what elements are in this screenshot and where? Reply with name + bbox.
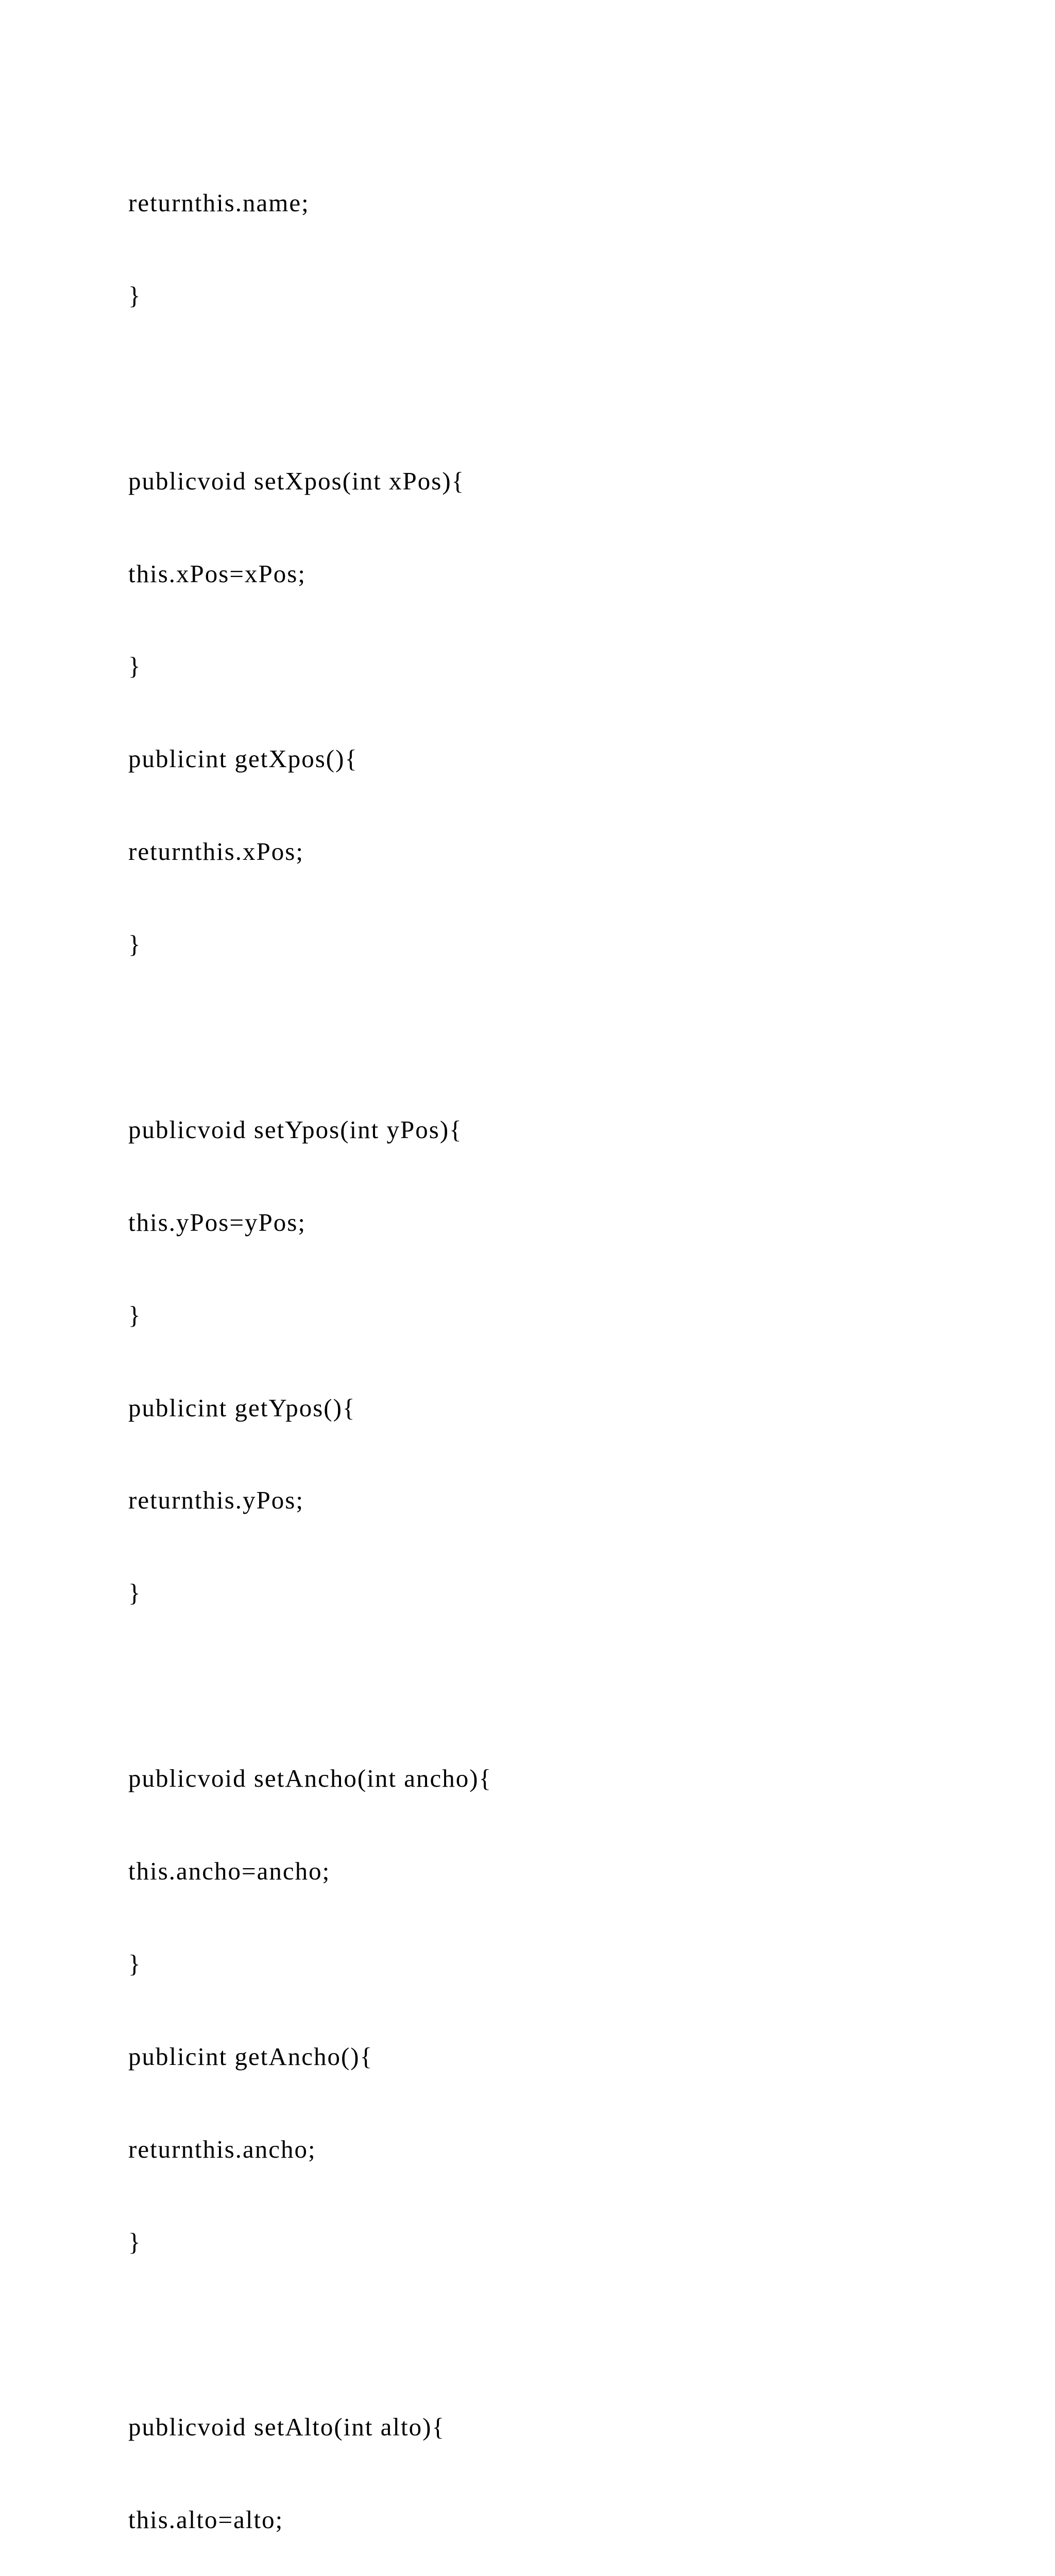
code-line: this.alto=alto; — [128, 2505, 284, 2534]
code-line — [128, 1669, 1004, 1703]
code-line: this.xPos=xPos; — [128, 559, 306, 588]
code-line: } — [128, 1949, 142, 1978]
code-line: returnthis.yPos; — [128, 1486, 304, 1515]
code-line: this.ancho=ancho; — [128, 1857, 331, 1886]
code-line: publicvoid setAncho(int ancho){ — [128, 1764, 492, 1793]
code-line: } — [128, 930, 142, 959]
code-line: } — [128, 1579, 142, 1607]
code-line: publicint getAncho(){ — [128, 2042, 373, 2071]
code-line — [128, 1020, 1004, 1054]
code-line: returnthis.name; — [128, 189, 310, 217]
code-line: publicvoid setYpos(int yPos){ — [128, 1115, 463, 1144]
code-listing — [128, 127, 1004, 2576]
code-line: } — [128, 2227, 142, 2256]
code-line: publicvoid setAlto(int alto){ — [128, 2413, 445, 2442]
code-line: returnthis.ancho; — [128, 2134, 316, 2163]
code-line: } — [128, 652, 142, 681]
code-line: publicvoid setXpos(int xPos){ — [128, 466, 465, 495]
code-line: publicint getXpos(){ — [128, 744, 358, 773]
code-line — [128, 2317, 1004, 2351]
code-line: returnthis.xPos; — [128, 837, 304, 866]
code-line: this.yPos=yPos; — [128, 1208, 306, 1236]
code-line: } — [128, 1300, 142, 1329]
code-line: publicint getYpos(){ — [128, 1393, 356, 1422]
code-line — [128, 371, 1004, 405]
code-line: } — [128, 281, 142, 310]
